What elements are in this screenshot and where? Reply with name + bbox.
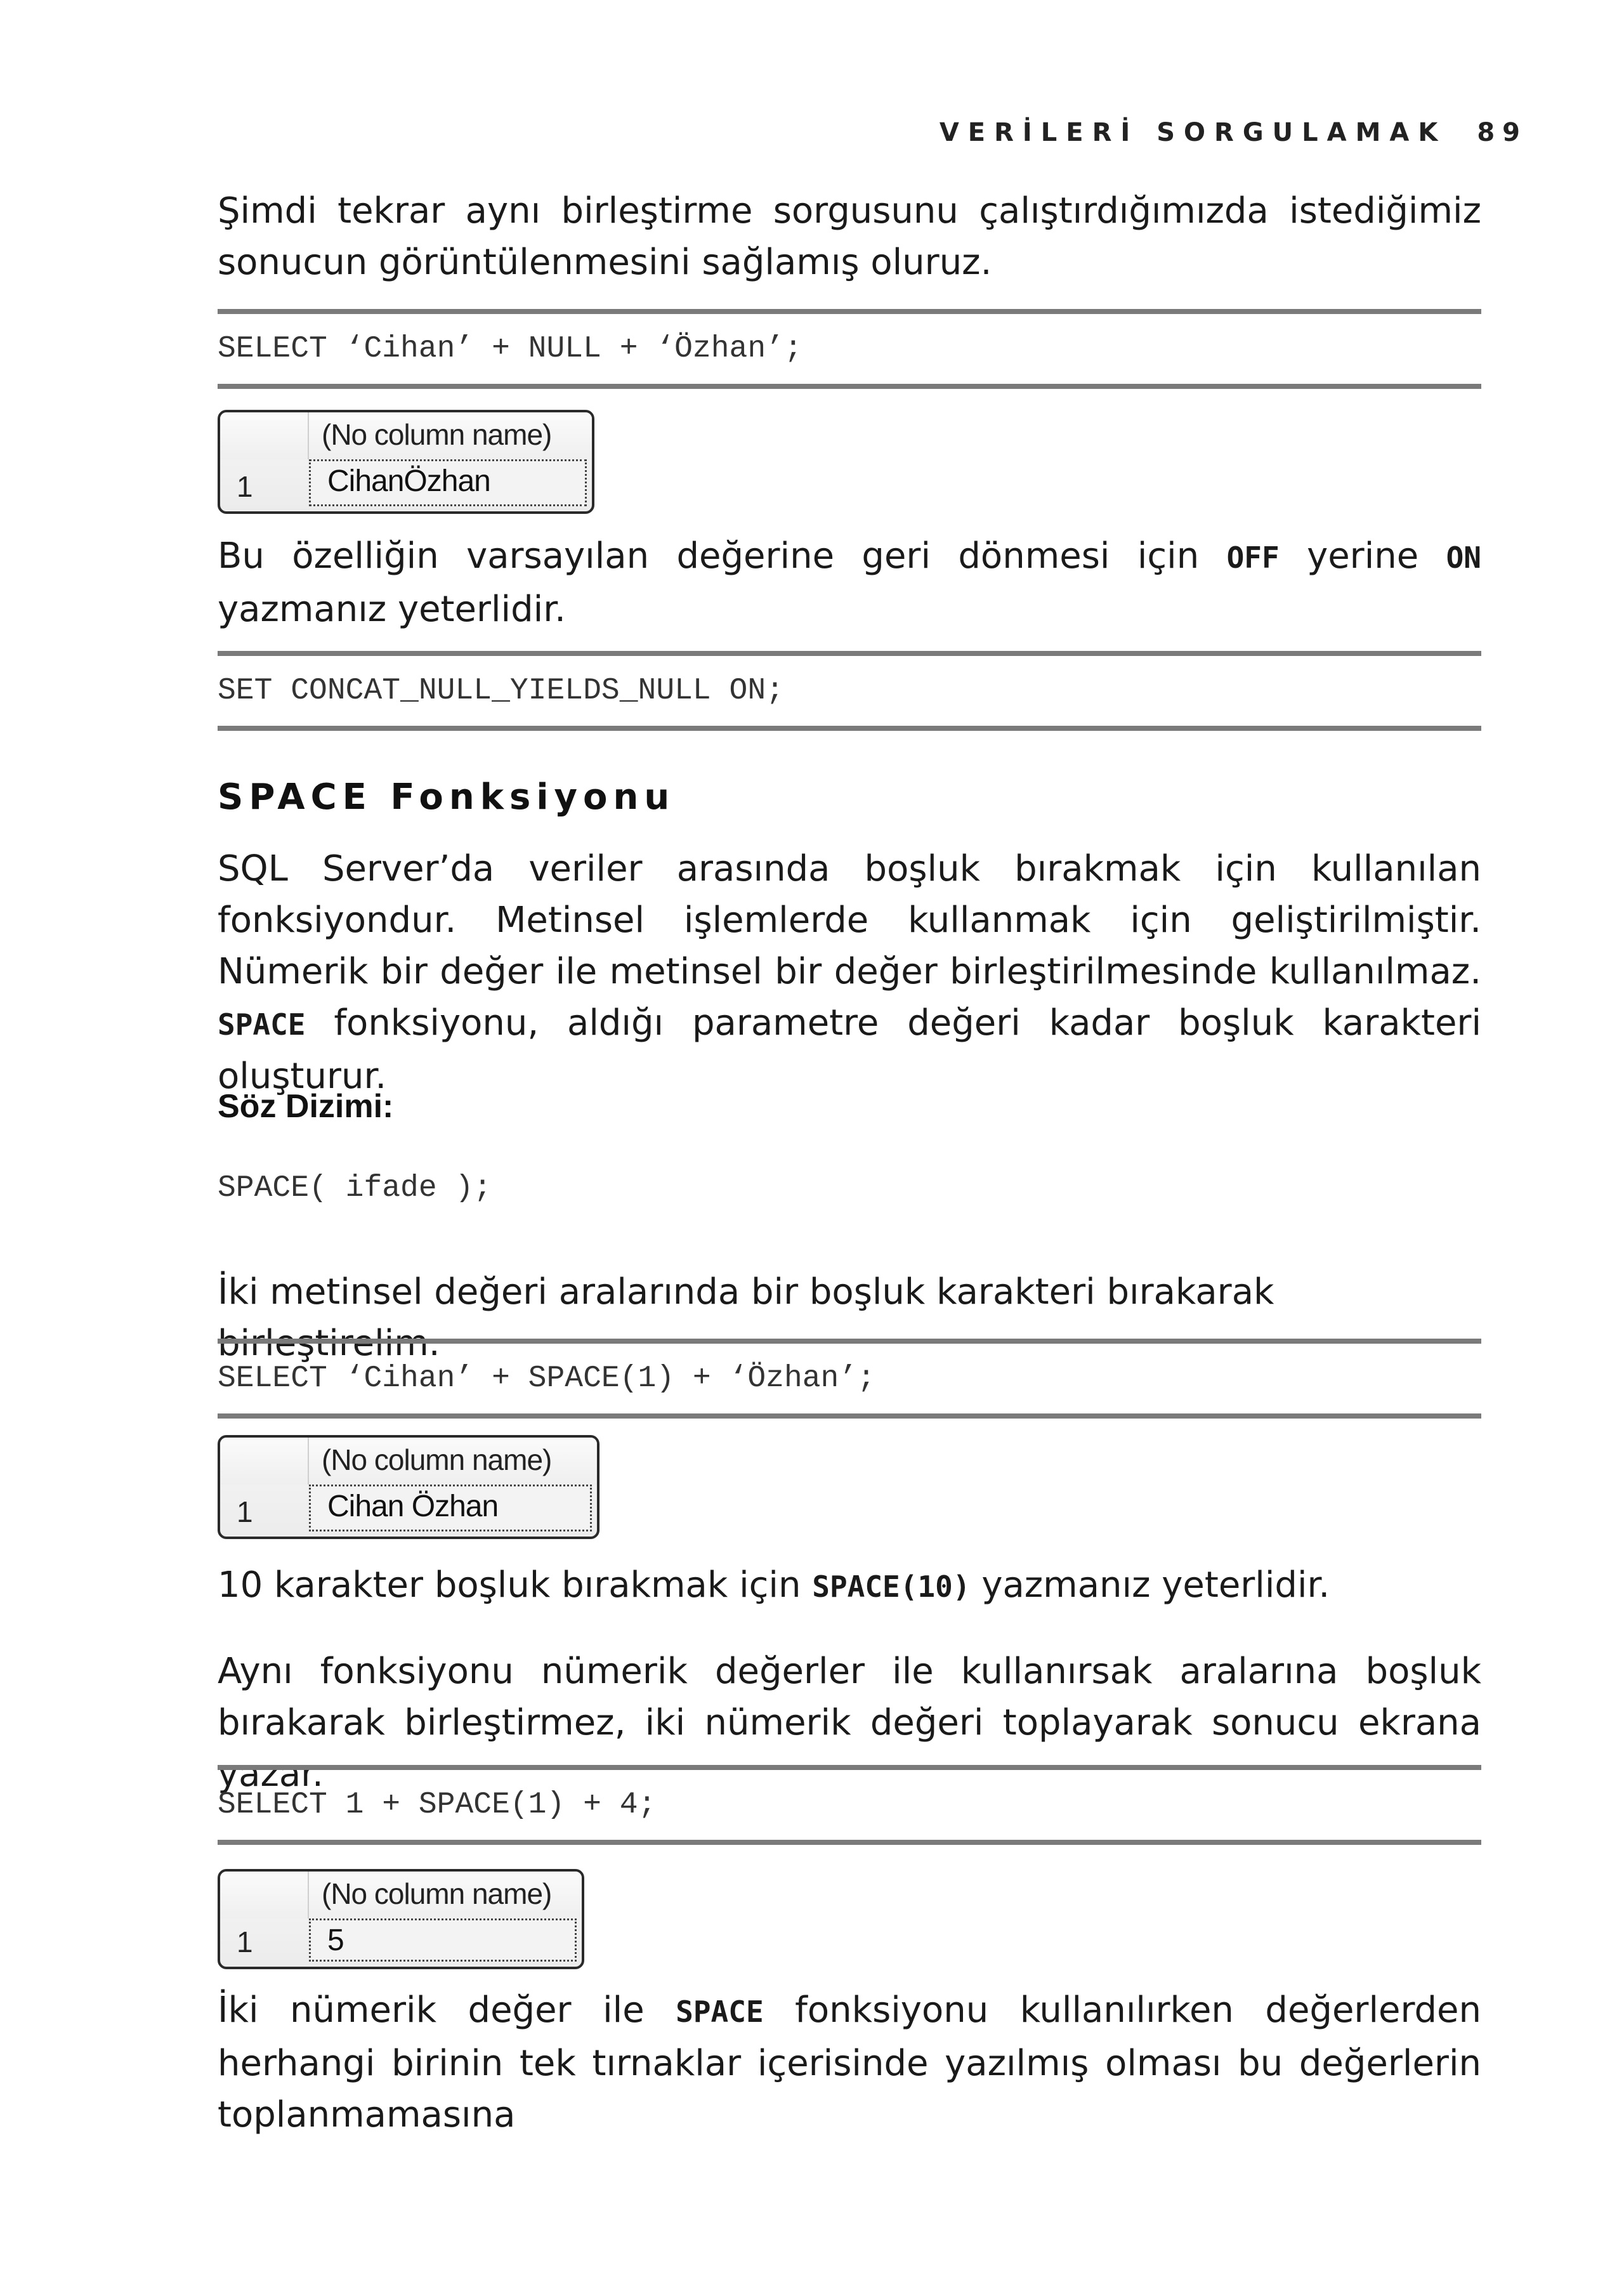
text-run: yerine (1279, 535, 1446, 577)
syntax-code: SPACE( ifade ); (218, 1171, 492, 1205)
space10-paragraph-block (218, 1559, 1481, 1613)
column-header: (No column name) (322, 1877, 552, 1910)
space-description-block (218, 843, 1481, 1102)
grid-row-header-corner (220, 1438, 309, 1485)
closing-paragraph-block (218, 1984, 1481, 2141)
result-cell (309, 1918, 577, 1962)
cell-value: Cihan Özhan (327, 1490, 499, 1523)
closing-paragraph (218, 1984, 1481, 2141)
result-grid-null-concat (218, 410, 594, 514)
text-run: Bu özelliğin varsayılan değerine geri dönmesi için (218, 535, 1227, 577)
chapter-title: VERİLERİ SORGULAMAK (939, 118, 1447, 147)
page-number: 89 (1477, 118, 1528, 147)
text-run: fonksiyonu kullanılırken değerlerden herhangi birinin tek tırnaklar içerisinde yazılmış olması bu değerlerin toplanmamasına (218, 1990, 1481, 2135)
result-grid-space-concat (218, 1435, 599, 1539)
row-number: 1 (237, 1925, 253, 1958)
text-run: İki nümerik değer ile (218, 1990, 676, 2031)
syntax-label: Söz Dizimi: (218, 1088, 394, 1125)
inline-code-off: OFF (1226, 541, 1280, 575)
intro-paragraph: Şimdi tekrar aynı birleştirme sorgusunu çalıştırdığımızda istediğimiz sonucun görüntülenmesini sağlamış oluruz. (218, 190, 1481, 283)
intro-paragraph-block (218, 185, 1481, 288)
code-line: SELECT 1 + SPACE(1) + 4; (218, 1788, 657, 1822)
running-header (940, 118, 1528, 147)
inline-code-space10: SPACE(10) (812, 1570, 971, 1604)
space10-paragraph (218, 1559, 1481, 1613)
code-block-select-null (218, 309, 1481, 389)
off-on-paragraph-block (218, 530, 1481, 635)
column-header: (No column name) (322, 1443, 552, 1476)
numeric-paragraph: Aynı fonksiyonu nümerik değerler ile kullanırsak aralarına boşluk bırakarak birleştirmez, iki nümerik değeri toplayarak sonucu ekrana yazar. (218, 1651, 1481, 1795)
code-block-select-space (218, 1339, 1481, 1419)
section-heading: SPACE Fonksiyonu (218, 777, 676, 818)
text-run: yazmanız yeterlidir. (970, 1564, 1330, 1606)
code-line: SELECT ‘Cihan’ + NULL + ‘Özhan’; (218, 332, 802, 366)
inline-code-space: SPACE (676, 1995, 764, 2029)
text-run: yazmanız yeterlidir. (218, 589, 566, 630)
row-number: 1 (237, 470, 253, 503)
concat-intro: İki metinsel değeri aralarında bir boşluk karakteri bırakarak birleştirelim. (218, 1271, 1274, 1364)
code-line: SELECT ‘Cihan’ + SPACE(1) + ‘Özhan’; (218, 1361, 875, 1396)
code-block-set-concat (218, 651, 1481, 731)
row-number: 1 (237, 1495, 253, 1528)
off-on-paragraph (218, 530, 1481, 635)
text-run: SQL Server’da veriler arasında boşluk bırakmak için kullanılan fonksiyondur. Metinsel işlemlerde kullanmak için geliştirilmiştir. Nümerik bir değer ile metinsel bir değer birleştirilmesinde kullanılmaz. (218, 848, 1481, 992)
inline-code-on: ON (1446, 541, 1481, 575)
grid-row-header-corner (220, 1872, 309, 1918)
cell-value: 5 (327, 1924, 344, 1957)
code-block-select-numeric (218, 1765, 1481, 1845)
column-header: (No column name) (322, 418, 552, 451)
space-description (218, 843, 1481, 1102)
code-line: SET CONCAT_NULL_YIELDS_NULL ON; (218, 674, 784, 708)
inline-code-space: SPACE (218, 1007, 306, 1042)
result-grid-numeric (218, 1869, 584, 1969)
cell-value: CihanÖzhan (327, 464, 490, 498)
result-cell (309, 1485, 592, 1531)
text-run: 10 karakter boşluk bırakmak için (218, 1564, 813, 1606)
text-run: fonksiyonu, aldığı parametre değeri kadar boşluk karakteri oluşturur. (218, 1002, 1481, 1097)
grid-row-header-corner (220, 412, 309, 459)
result-cell (309, 459, 587, 506)
